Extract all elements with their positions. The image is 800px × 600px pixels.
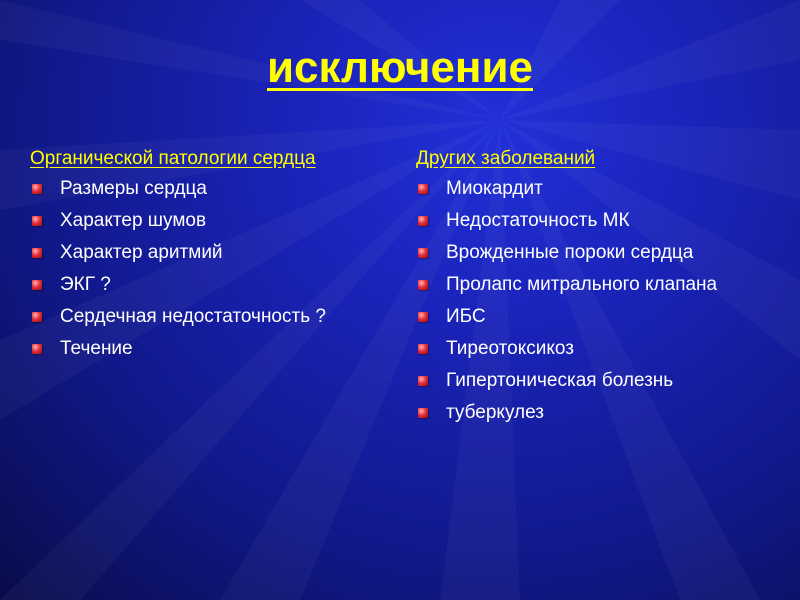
list-item-text: Сердечная недостаточность ?	[60, 306, 326, 327]
list-item	[416, 177, 756, 201]
red-square-bullet-icon	[32, 312, 42, 322]
list-item-text: Врожденные пороки сердца	[446, 242, 694, 263]
left-column-list	[30, 177, 390, 361]
list-item	[416, 209, 756, 233]
list-item	[416, 337, 756, 361]
right-column-heading: Других заболеваний	[416, 148, 596, 169]
red-square-bullet-icon	[418, 216, 428, 226]
list-item	[30, 273, 390, 297]
list-item-text: Характер аритмий	[60, 242, 223, 263]
red-square-bullet-icon	[32, 184, 42, 194]
list-item	[416, 369, 756, 393]
red-square-bullet-icon	[32, 344, 42, 354]
red-square-bullet-icon	[418, 248, 428, 258]
list-item-text: Течение	[60, 338, 133, 359]
red-square-bullet-icon	[418, 344, 428, 354]
list-item	[416, 401, 756, 425]
red-square-bullet-icon	[32, 248, 42, 258]
list-item	[416, 273, 756, 297]
red-square-bullet-icon	[418, 376, 428, 386]
list-item-text: Пролапс митрального клапана	[446, 274, 718, 295]
list-item-text: Миокардит	[446, 178, 543, 199]
list-item-text: ИБС	[446, 306, 486, 327]
red-square-bullet-icon	[418, 312, 428, 322]
list-item-text: Размеры сердца	[60, 178, 207, 199]
list-item-text: ЭКГ ?	[60, 274, 111, 295]
red-square-bullet-icon	[32, 280, 42, 290]
list-item-text: Гипертоническая болезнь	[446, 370, 674, 391]
list-item-text: Характер шумов	[60, 210, 207, 231]
list-item	[416, 241, 756, 265]
list-item	[30, 209, 390, 233]
list-item-text: туберкулез	[446, 402, 544, 423]
red-square-bullet-icon	[418, 184, 428, 194]
left-column	[30, 146, 390, 369]
list-item	[30, 337, 390, 361]
right-column-list	[416, 177, 756, 425]
right-column	[416, 146, 756, 433]
list-item-text: Тиреотоксикоз	[446, 338, 574, 359]
list-item	[30, 305, 390, 329]
list-item	[416, 305, 756, 329]
list-item-text: Недостаточность МК	[446, 210, 630, 231]
red-square-bullet-icon	[418, 280, 428, 290]
list-item	[30, 241, 390, 265]
list-item	[30, 177, 390, 201]
red-square-bullet-icon	[418, 408, 428, 418]
left-column-heading: Органической патологии сердца	[30, 148, 316, 169]
slide-title: исключение	[266, 43, 534, 92]
red-square-bullet-icon	[32, 216, 42, 226]
